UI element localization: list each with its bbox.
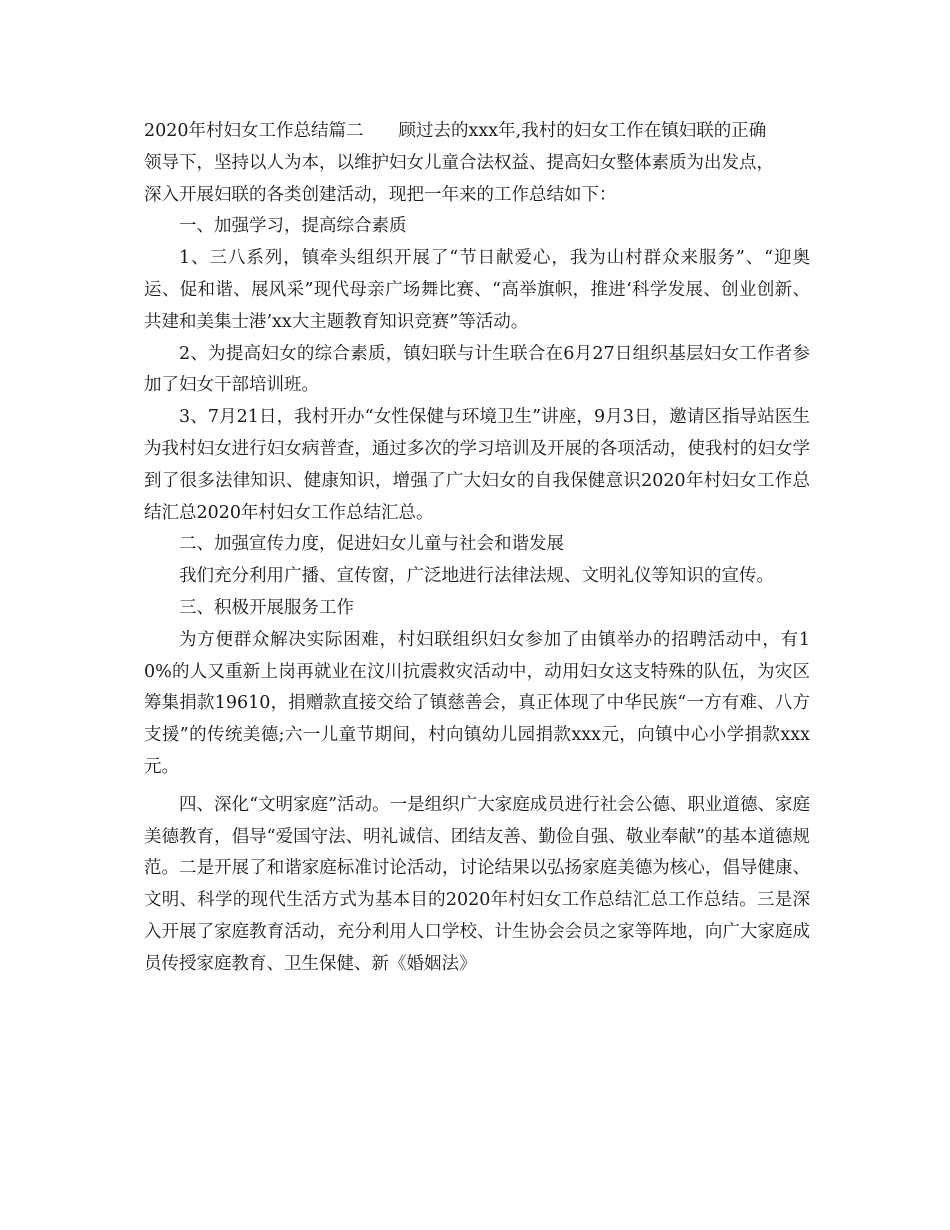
body-paragraph-2: 我们充分利用广播、宣传窗，广泛地进行法律法规、文明礼仪等知识的宣传。	[179, 566, 774, 587]
intro-line: 领导下，坚持以人为本，以维护妇女儿童合法权益、提高妇女整体素质为出发点，	[144, 152, 774, 173]
intro-line: 2020年村妇女工作总结篇二 顾过去的xxx年,我村的妇女工作在镇妇联的正确	[144, 121, 767, 141]
list-item-2: 2、为提高妇女的综合素质，镇妇联与计生联合在6月27日组织基层妇女工作者参加了妇女干部培训班。	[144, 343, 810, 396]
body-paragraph-3: 为方便群众解决实际困难，村妇联组织妇女参加了由镇举办的招聘活动中，有10%的人又重新上岗再就业在汶川抗震救灾活动中，动用妇女这支特殊的队伍，为灾区筹集捐款19610，捐赠款直接交给了镇慈善会，真正体现了中华民族“一方有难、八方支援”的传统美德;六一儿童节期间，村向镇幼儿园捐款xxx元，向镇中心小学捐款xxx元。	[144, 629, 810, 777]
intro-line: 深入开展妇联的各类创建活动，现把一年来的工作总结如下：	[144, 184, 617, 205]
list-item-1: 1、三八系列，镇牵头组织开展了“节日献爱心，我为山村群众来服务”、“迎奥运、促和谐、展风采”现代母亲广场舞比赛、“高举旗帜，推进‘科学发展、创业创新、共建和美集士港’xx大主题教育知识竞赛”等活动。	[144, 248, 810, 332]
section-heading-3: 三、积极开展服务工作	[179, 597, 354, 618]
intro-paragraph	[144, 116, 810, 211]
section-heading-2: 二、加强宣传力度，促进妇女儿童与社会和谐发展	[179, 534, 564, 555]
document-body	[144, 116, 810, 981]
list-item-3: 3、7月21日，我村开办“女性保健与环境卫生”讲座，9月3日，邀请区指导站医生为我村妇女进行妇女病普查，通过多次的学习培训及开展的各项活动，使我村的妇女学到了很多法律知识、健康知识，增强了广大妇女的自我保健意识2020年村妇女工作总结汇总2020年村妇女工作总结汇总。	[144, 407, 810, 523]
section-heading-1: 一、加强学习，提高综合素质	[179, 216, 407, 237]
body-paragraph-4: 四、深化“文明家庭”活动。一是组织广大家庭成员进行社会公德、职业道德、家庭美德教育，倡导“爱国守法、明礼诚信、团结友善、勤俭自强、敬业奉献”的基本道德规范。二是开展了和谐家庭标准讨论活动，讨论结果以弘扬家庭美德为核心，倡导健康、文明、科学的现代生活方式为基本目的2020年村妇女工作总结汇总工作总结。三是深入开展了家庭教育活动，充分利用人口学校、计生协会会员之家等阵地，向广大家庭成员传授家庭教育、卫生保健、新《婚姻法》	[144, 794, 810, 974]
